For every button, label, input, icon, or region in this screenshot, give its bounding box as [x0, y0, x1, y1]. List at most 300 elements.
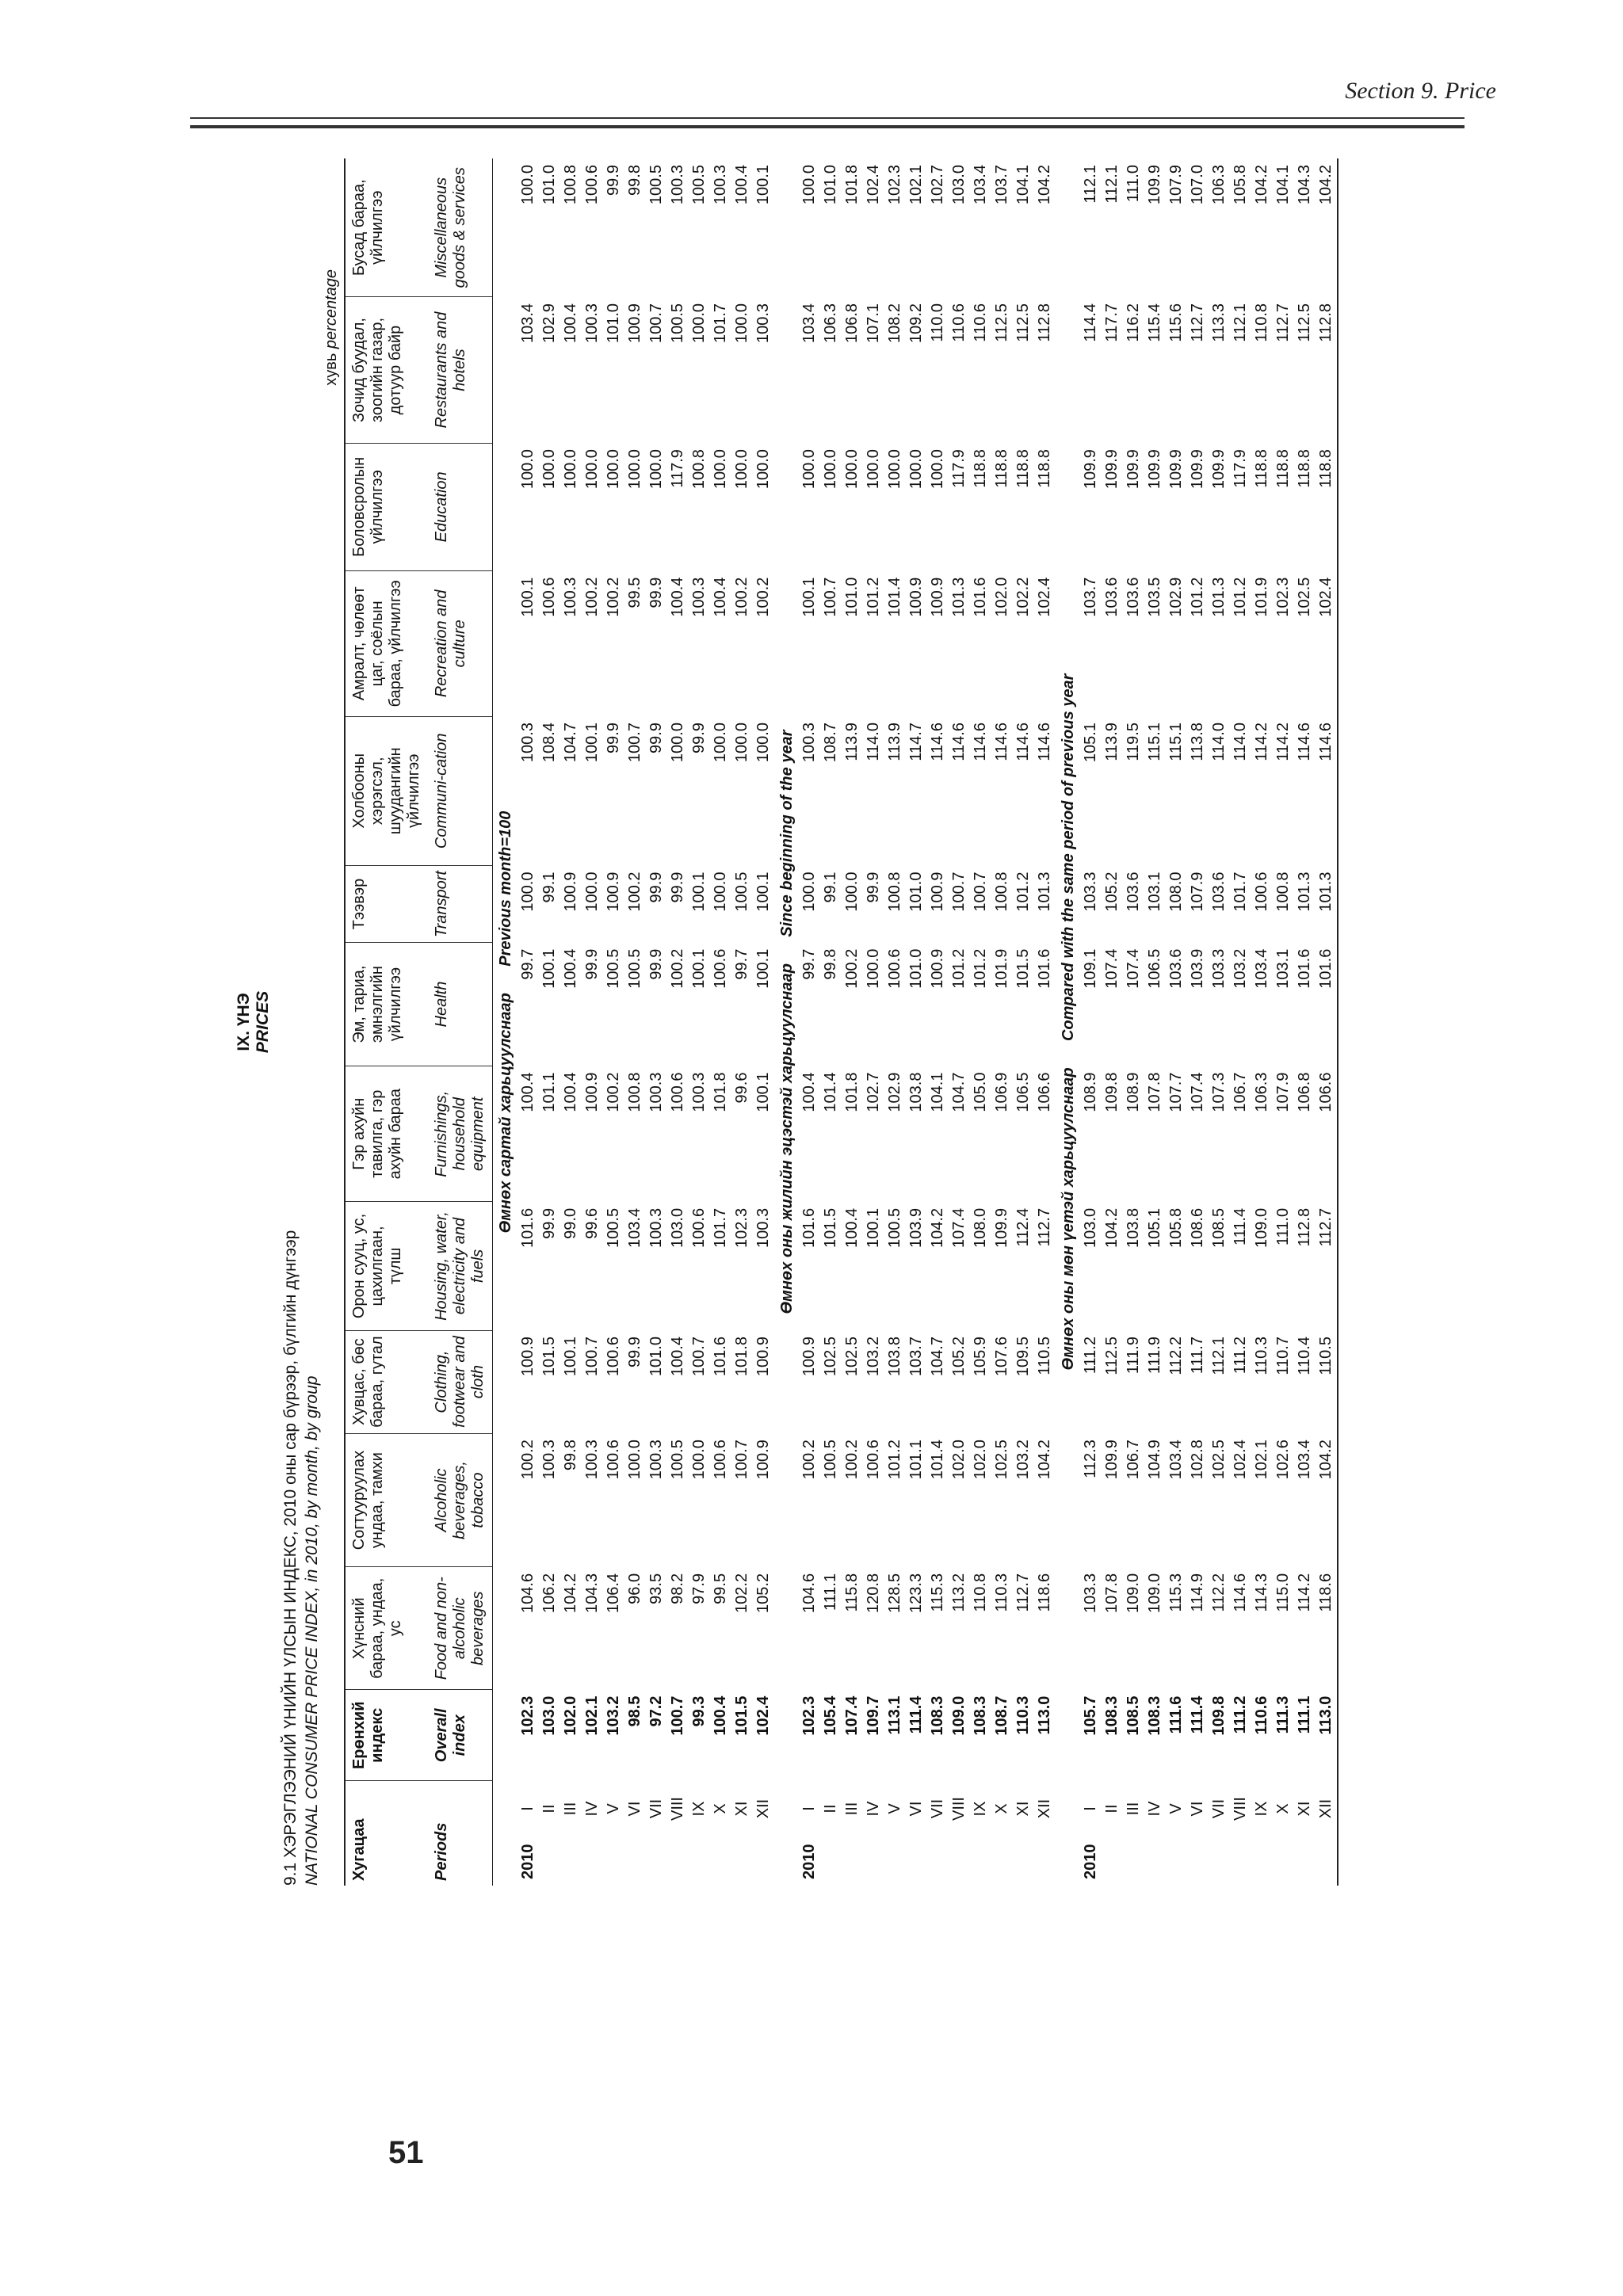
value-cell: 104.3	[1295, 165, 1313, 205]
value-cell: 120.8	[864, 1573, 882, 1613]
value-cell: 101.4	[821, 1072, 839, 1112]
header-row-en	[428, 158, 493, 1886]
value-cell: 102.9	[1167, 577, 1185, 617]
value-cell: 100.0	[800, 871, 818, 912]
value-cell: 100.9	[928, 948, 946, 989]
value-cell: 105.0	[971, 1072, 989, 1112]
month-cell: V	[1167, 1803, 1185, 1814]
value-cell: 101.3	[949, 577, 968, 617]
year-cell: 2010	[800, 1844, 818, 1879]
table-title-mn: 9.1 ХЭРЭГЛЭЭНИЙ ҮНИЙН ҮЛСЫН ИНДЕКС, 2010 оны сар бүрээр, бүлгийн дүнгээр	[281, 1230, 300, 1886]
value-cell: 100.0	[561, 449, 579, 490]
value-cell: 102.4	[754, 1695, 772, 1736]
column-header-mn: Орон сууц, ус, цахилгаан, түлш	[345, 1202, 428, 1330]
value-cell: 102.9	[885, 1072, 903, 1112]
value-cell: 113.2	[949, 1573, 968, 1612]
value-cell: 102.7	[928, 165, 946, 205]
value-cell: 100.1	[540, 948, 558, 989]
value-cell: 107.8	[1145, 1072, 1163, 1112]
value-cell: 103.2	[1014, 1440, 1032, 1480]
value-cell: 104.6	[518, 1573, 537, 1613]
value-cell: 100.7	[971, 871, 989, 912]
column-header-mn: Тээвэр	[345, 866, 428, 943]
value-cell: 114.6	[1014, 723, 1032, 761]
value-cell: 101.8	[711, 1072, 729, 1112]
cpi-table	[344, 158, 1340, 1886]
value-cell: 101.6	[518, 1207, 537, 1248]
month-cell: III	[1124, 1802, 1142, 1816]
value-cell: 107.7	[1167, 1072, 1185, 1112]
value-cell: 111.7	[1188, 1337, 1206, 1375]
section-title-row	[774, 158, 799, 1886]
value-cell: 102.5	[992, 1440, 1010, 1480]
year-cell	[710, 1836, 731, 1886]
value-cell: 107.9	[1167, 165, 1185, 205]
month-cell: X	[1274, 1803, 1292, 1814]
month-cell: VI	[1188, 1801, 1206, 1817]
column-header-en: Clothing, footwear and cloth	[428, 1330, 493, 1433]
value-cell: 100.4	[668, 577, 686, 617]
value-cell: 100.8	[689, 449, 708, 490]
value-cell: 103.9	[907, 1207, 925, 1248]
value-cell: 110.8	[1252, 303, 1270, 342]
value-cell: 101.0	[907, 871, 925, 912]
value-cell: 109.0	[949, 1695, 968, 1736]
value-cell: 100.6	[668, 1072, 686, 1112]
year-cell	[1034, 1836, 1056, 1886]
value-cell: 103.3	[1209, 948, 1228, 989]
value-cell: 100.0	[864, 449, 882, 490]
value-cell: 118.8	[1316, 449, 1335, 488]
value-cell: 108.3	[1102, 1695, 1121, 1736]
table-row	[884, 158, 906, 1886]
value-cell: 100.3	[647, 1440, 665, 1480]
value-cell: 101.2	[1231, 577, 1249, 617]
value-cell: 101.2	[1014, 871, 1032, 912]
rotated-table-page	[235, 158, 1344, 1886]
value-cell: 100.3	[754, 303, 772, 344]
value-cell: 99.9	[582, 948, 601, 980]
value-cell: 108.4	[540, 723, 558, 763]
value-cell: 100.7	[668, 1695, 686, 1736]
value-cell: 101.8	[732, 1337, 750, 1377]
value-cell: 100.9	[907, 577, 925, 617]
value-cell: 115.8	[842, 1573, 861, 1612]
month-cell: VIII	[1231, 1797, 1249, 1821]
month-cell: VII	[928, 1798, 946, 1819]
value-cell: 100.3	[582, 303, 601, 344]
column-header-en: Miscellaneous goods & services	[428, 158, 493, 297]
value-cell: 106.7	[1231, 1072, 1249, 1112]
value-cell: 105.2	[1102, 871, 1121, 912]
year-cell: 2010	[1081, 1844, 1099, 1879]
value-cell: 110.3	[992, 1573, 1010, 1612]
value-cell: 112.7	[1274, 303, 1292, 342]
value-cell: 128.5	[885, 1573, 903, 1613]
column-header-mn: Боловсролын үйлчилгээ	[345, 443, 428, 570]
column-header-mn: Эм, тариа, эмнэлгийн үйлчилгээ	[345, 943, 428, 1066]
table-row	[1316, 158, 1338, 1886]
value-cell: 100.9	[754, 1440, 772, 1480]
value-cell: 100.1	[754, 165, 772, 205]
value-cell: 103.7	[907, 1337, 925, 1377]
value-cell: 115.3	[1167, 1573, 1185, 1612]
value-cell: 100.0	[842, 449, 861, 490]
value-cell: 102.3	[732, 1207, 750, 1248]
value-cell: 114.2	[1274, 723, 1292, 761]
value-cell: 100.1	[561, 1337, 579, 1377]
value-cell: 108.9	[1124, 1072, 1142, 1112]
month-cell: V	[885, 1803, 903, 1814]
value-cell: 102.2	[732, 1573, 750, 1613]
value-cell: 100.2	[625, 871, 643, 912]
value-cell: 103.8	[907, 1072, 925, 1112]
year-cell	[1294, 1836, 1316, 1886]
value-cell: 114.6	[992, 723, 1010, 761]
table-row	[949, 158, 970, 1886]
value-cell: 110.4	[1295, 1337, 1313, 1375]
value-cell: 100.6	[1252, 871, 1270, 912]
value-cell: 109.0	[1124, 1573, 1142, 1613]
value-cell: 100.3	[518, 723, 537, 763]
value-cell: 100.6	[540, 577, 558, 617]
value-cell: 111.9	[1124, 1337, 1142, 1375]
header-rule-thin	[190, 117, 1465, 119]
value-cell: 101.2	[1188, 577, 1206, 617]
value-cell: 106.3	[1252, 1072, 1270, 1112]
value-cell: 114.4	[1081, 303, 1099, 342]
value-cell: 101.4	[928, 1440, 946, 1480]
value-cell: 100.0	[732, 723, 750, 763]
table-row	[560, 158, 582, 1886]
value-cell: 110.6	[1252, 1695, 1270, 1735]
value-cell: 100.4	[561, 303, 579, 344]
value-cell: 114.0	[1209, 723, 1228, 761]
value-cell: 112.7	[1316, 1207, 1335, 1247]
value-cell: 100.1	[754, 871, 772, 912]
value-cell: 112.5	[1102, 1337, 1121, 1375]
table-row	[1251, 158, 1273, 1886]
year-cell	[624, 1836, 646, 1886]
table-row	[731, 158, 753, 1886]
value-cell: 108.6	[1188, 1207, 1206, 1248]
value-cell: 102.4	[1035, 577, 1053, 617]
section-title-row	[1056, 158, 1080, 1886]
value-cell: 103.5	[1145, 577, 1163, 617]
value-cell: 112.1	[1081, 165, 1099, 204]
value-cell: 111.2	[1081, 1337, 1099, 1375]
month-cell: XI	[1014, 1801, 1032, 1817]
value-cell: 111.4	[1188, 1695, 1206, 1734]
value-cell: 100.4	[711, 1695, 729, 1736]
table-row	[1294, 158, 1316, 1886]
value-cell: 99.0	[561, 1207, 579, 1239]
value-cell: 105.7	[1081, 1695, 1099, 1736]
value-cell: 101.0	[842, 577, 861, 617]
value-cell: 105.9	[971, 1337, 989, 1377]
value-cell: 113.0	[1316, 1695, 1335, 1735]
value-cell: 114.2	[1252, 723, 1270, 761]
table-row	[1123, 158, 1144, 1886]
column-header-mn: Амралт, чөлөөт цаг, соёлын бараа, үйлчилгээ	[345, 571, 428, 716]
value-cell: 100.1	[582, 723, 601, 763]
value-cell: 118.8	[971, 449, 989, 488]
value-cell: 102.5	[1295, 577, 1313, 617]
value-cell: 106.6	[1035, 1072, 1053, 1112]
value-cell: 99.9	[647, 723, 665, 753]
value-cell: 101.9	[1252, 577, 1270, 617]
value-cell: 100.0	[518, 871, 537, 912]
value-cell: 101.3	[1295, 871, 1313, 912]
value-cell: 109.9	[1167, 449, 1185, 490]
value-cell: 102.8	[1188, 1440, 1206, 1480]
column-header-en: Health	[428, 943, 493, 1066]
value-cell: 100.2	[604, 577, 622, 617]
value-cell: 99.9	[604, 165, 622, 196]
value-cell: 101.2	[949, 948, 968, 989]
value-cell: 111.2	[1231, 1337, 1249, 1375]
value-cell: 102.5	[842, 1337, 861, 1377]
value-cell: 100.5	[821, 1440, 839, 1480]
value-cell: 100.0	[864, 948, 882, 989]
value-cell: 100.8	[625, 1072, 643, 1112]
column-header-mn: Хувцас, бөс бараа, гутал	[345, 1330, 428, 1433]
year-cell	[906, 1836, 927, 1886]
year-cell	[1209, 1836, 1230, 1886]
table-row	[1034, 158, 1056, 1886]
table-row	[1187, 158, 1209, 1886]
section-title-en: Previous month=100	[496, 810, 514, 967]
value-cell: 104.2	[928, 1207, 946, 1248]
value-cell: 103.1	[1145, 871, 1163, 912]
value-cell: 100.0	[754, 723, 772, 763]
value-cell: 100.8	[561, 165, 579, 205]
value-cell: 100.5	[604, 948, 622, 989]
value-cell: 103.6	[1124, 577, 1142, 617]
table-row	[863, 158, 884, 1886]
table-row	[799, 158, 820, 1886]
value-cell: 108.5	[1209, 1207, 1228, 1248]
value-cell: 109.9	[1102, 1440, 1121, 1480]
value-cell: 100.3	[647, 1072, 665, 1112]
value-cell: 109.9	[1102, 449, 1121, 490]
value-cell: 106.2	[540, 1573, 558, 1613]
value-cell: 114.6	[1316, 723, 1335, 761]
year-cell	[1273, 1836, 1294, 1886]
value-cell: 103.0	[668, 1207, 686, 1248]
value-cell: 108.3	[1145, 1695, 1163, 1736]
value-cell: 103.2	[1231, 948, 1249, 989]
value-cell: 107.6	[992, 1337, 1010, 1377]
table-title	[281, 158, 323, 1886]
value-cell: 100.0	[647, 449, 665, 490]
column-header-en: Overall index	[428, 1690, 493, 1781]
value-cell: 109.9	[1145, 449, 1163, 490]
value-cell: 100.5	[732, 871, 750, 912]
year-cell	[731, 1836, 753, 1886]
value-cell: 102.1	[1252, 1440, 1270, 1480]
section-title-mn: Өмнөх оны мөн үетэй харьцуулснаар	[1059, 1067, 1077, 1371]
value-cell: 102.0	[949, 1440, 968, 1480]
value-cell: 101.3	[1209, 577, 1228, 617]
year-cell	[1013, 1836, 1034, 1886]
value-cell: 101.2	[864, 577, 882, 617]
month-cell: II	[540, 1804, 558, 1814]
value-cell: 101.2	[971, 948, 989, 989]
table-row	[1080, 158, 1102, 1886]
value-cell: 97.9	[689, 1573, 708, 1604]
value-cell: 106.3	[1209, 165, 1228, 205]
value-cell: 100.3	[540, 1440, 558, 1480]
month-cell: VII	[647, 1798, 665, 1819]
column-header-en: Alcoholic beverages, tobacco	[428, 1433, 493, 1567]
value-cell: 100.5	[668, 1440, 686, 1480]
value-cell: 103.6	[1124, 871, 1142, 912]
value-cell: 99.8	[625, 165, 643, 196]
value-cell: 98.5	[625, 1695, 643, 1727]
value-cell: 103.7	[992, 165, 1010, 205]
value-cell: 99.5	[711, 1573, 729, 1604]
value-cell: 108.0	[1167, 871, 1185, 912]
value-cell: 118.8	[992, 449, 1010, 488]
value-cell: 100.5	[668, 303, 686, 344]
value-cell: 100.2	[800, 1440, 818, 1480]
value-cell: 105.8	[1167, 1207, 1185, 1248]
value-cell: 100.0	[689, 303, 708, 344]
value-cell: 100.4	[561, 1072, 579, 1112]
value-cell: 101.5	[821, 1207, 839, 1248]
value-cell: 100.1	[754, 948, 772, 989]
value-cell: 100.7	[689, 1337, 708, 1377]
value-cell: 109.9	[1209, 449, 1228, 490]
table-row	[927, 158, 949, 1886]
value-cell: 99.1	[540, 871, 558, 903]
value-cell: 108.7	[821, 723, 839, 763]
value-cell: 106.4	[604, 1573, 622, 1613]
month-cell: I	[800, 1806, 818, 1811]
value-cell: 100.3	[689, 1072, 708, 1112]
month-cell: XI	[732, 1801, 750, 1817]
value-cell: 100.0	[582, 449, 601, 490]
year-cell	[1166, 1836, 1187, 1886]
value-cell: 109.9	[992, 1207, 1010, 1248]
year-cell	[689, 1836, 710, 1886]
value-cell: 112.7	[1035, 1207, 1053, 1247]
value-cell: 104.7	[949, 1072, 968, 1112]
value-cell: 100.0	[518, 449, 537, 490]
value-cell: 99.5	[625, 577, 643, 608]
month-cell: I	[1081, 1806, 1099, 1811]
value-cell: 113.8	[1188, 723, 1206, 761]
value-cell: 100.3	[800, 723, 818, 763]
value-cell: 118.8	[1274, 449, 1292, 488]
value-cell: 99.6	[582, 1207, 601, 1239]
value-cell: 113.9	[885, 723, 903, 761]
year-cell	[884, 1836, 906, 1886]
value-cell: 123.3	[907, 1573, 925, 1613]
value-cell: 100.0	[625, 449, 643, 490]
value-cell: 101.1	[540, 1072, 558, 1112]
year-cell	[927, 1836, 949, 1886]
value-cell: 105.2	[754, 1573, 772, 1613]
table-row	[646, 158, 667, 1886]
value-cell: 107.4	[1102, 948, 1121, 989]
value-cell: 118.8	[1252, 449, 1270, 488]
value-cell: 100.3	[668, 165, 686, 205]
month-cell: VIII	[949, 1797, 968, 1821]
year-cell	[646, 1836, 667, 1886]
value-cell: 102.3	[885, 165, 903, 205]
column-header-mn: Зочид буудал, зоогийн газар, дотуур байр	[345, 297, 428, 443]
column-header-mn: Бусад бараа, үйлчилгээ	[345, 158, 428, 297]
year-cell	[753, 1836, 774, 1886]
value-cell: 99.6	[732, 1072, 750, 1104]
value-cell: 93.5	[647, 1573, 665, 1604]
value-cell: 100.1	[518, 577, 537, 617]
value-cell: 101.4	[885, 577, 903, 617]
table-row	[689, 158, 710, 1886]
value-cell: 110.3	[1252, 1337, 1270, 1375]
month-cell: IV	[582, 1801, 601, 1817]
value-cell: 102.3	[1274, 577, 1292, 617]
value-cell: 101.3	[1035, 871, 1053, 912]
section-title-en: Compared with the same period of previous year	[1059, 673, 1077, 1042]
month-cell: VI	[907, 1801, 925, 1817]
column-header-en: Food and non-alcoholic beverages	[428, 1567, 493, 1690]
value-cell: 118.6	[1316, 1573, 1335, 1612]
value-cell: 115.4	[1145, 303, 1163, 342]
value-cell: 118.8	[1035, 449, 1053, 488]
value-cell: 100.7	[625, 723, 643, 763]
table-row	[667, 158, 689, 1886]
value-cell: 100.0	[711, 449, 729, 490]
value-cell: 110.5	[1035, 1337, 1053, 1375]
value-cell: 101.8	[842, 165, 861, 205]
value-cell: 100.3	[689, 577, 708, 617]
value-cell: 100.6	[864, 1440, 882, 1480]
value-cell: 100.0	[732, 449, 750, 490]
value-cell: 103.8	[885, 1337, 903, 1377]
value-cell: 102.5	[1209, 1440, 1228, 1480]
value-cell: 114.6	[928, 723, 946, 761]
value-cell: 100.9	[518, 1337, 537, 1377]
value-cell: 103.7	[1081, 577, 1099, 617]
value-cell: 99.3	[689, 1695, 708, 1727]
value-cell: 107.0	[1188, 165, 1206, 205]
value-cell: 105.2	[949, 1337, 968, 1377]
value-cell: 109.9	[1188, 449, 1206, 490]
year-cell	[1251, 1836, 1273, 1886]
value-cell: 100.4	[561, 948, 579, 989]
value-cell: 103.3	[1081, 1573, 1099, 1613]
value-cell: 100.6	[711, 948, 729, 989]
value-cell: 100.9	[561, 871, 579, 912]
value-cell: 99.7	[518, 948, 537, 980]
value-cell: 107.8	[1102, 1573, 1121, 1613]
value-cell: 107.3	[1209, 1072, 1228, 1112]
value-cell: 104.6	[800, 1573, 818, 1613]
value-cell: 112.1	[1231, 303, 1249, 342]
value-cell: 100.4	[668, 1337, 686, 1377]
value-cell: 108.7	[992, 1695, 1010, 1736]
value-cell: 110.8	[971, 1573, 989, 1612]
value-cell: 111.4	[1231, 1207, 1249, 1246]
header-row-mn	[345, 158, 428, 1886]
value-cell: 108.0	[971, 1207, 989, 1248]
value-cell: 100.3	[711, 165, 729, 205]
value-cell: 100.2	[604, 1072, 622, 1112]
value-cell: 106.5	[1145, 948, 1163, 989]
